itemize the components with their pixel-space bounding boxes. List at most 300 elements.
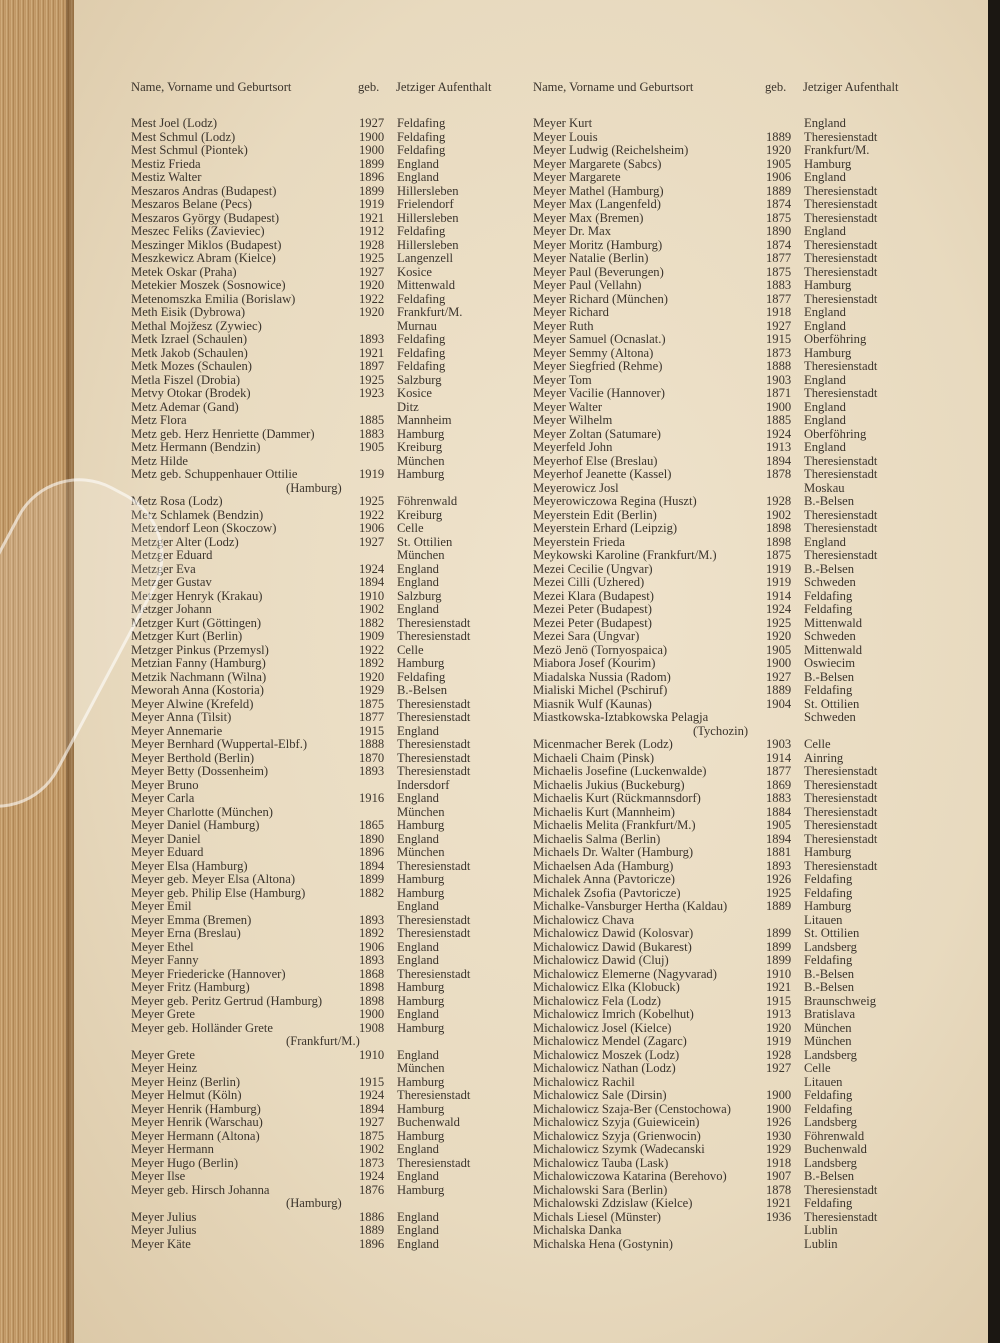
entry-birth-year: 1908 xyxy=(359,1020,385,1035)
entry-birth-year: 1910 xyxy=(359,1047,385,1062)
list-entry xyxy=(131,1022,501,1036)
entry-birth-year: 1910 xyxy=(359,588,385,603)
entry-birth-year: 1889 xyxy=(766,183,792,198)
entry-residence: Langenzell xyxy=(397,251,453,265)
entry-name: Meyer geb. Hirsch Johanna xyxy=(131,1182,270,1197)
entry-name: Meyer Ludwig (Reichelsheim) xyxy=(533,143,689,157)
entry-name: Mest Schmul (Piontek) xyxy=(131,143,248,157)
entry-name: Meyer Walter xyxy=(533,399,603,414)
entry-name: Meyer Louis xyxy=(533,129,598,144)
entry-name: Meyer Grete xyxy=(131,1007,195,1021)
list-entry xyxy=(131,873,501,887)
entry-residence: Theresienstadt xyxy=(804,291,878,306)
entry-name: Michalek Anna (Pavtoricze) xyxy=(533,872,675,886)
entry-birth-year: 1875 xyxy=(766,548,792,562)
entry-birth-year: 1893 xyxy=(359,332,385,346)
list-entry xyxy=(131,927,501,941)
entry-residence: Kreiburg xyxy=(397,507,443,522)
entry-name: Michalke-Vansburger Hertha (Kaldau) xyxy=(533,899,728,913)
list-entry xyxy=(131,846,501,860)
entry-name: Meyer Bernhard (Wuppertal-Elbf.) xyxy=(131,737,308,751)
entry-residence: Hamburg xyxy=(804,899,852,913)
entry-birthplace-continued: (Tychozin) xyxy=(693,723,749,738)
header-name: Name, Vorname und Geburtsort xyxy=(131,80,292,94)
entry-name: Meyer Friedericke (Hannover) xyxy=(131,966,286,981)
entry-residence: Theresienstadt xyxy=(397,858,471,873)
entry-birth-year: 1892 xyxy=(359,926,385,940)
entry-residence: Feldafing xyxy=(804,872,853,886)
list-entry xyxy=(533,644,918,658)
entry-residence: Hamburg xyxy=(397,872,445,886)
entry-birth-year: 1882 xyxy=(359,885,385,900)
entry-birth-year: 1929 xyxy=(766,1142,792,1156)
entry-name: Meworah Anna (Kostoria) xyxy=(131,683,264,697)
entry-birth-year: 1896 xyxy=(359,1236,385,1251)
entry-name: Meyer Paul (Vellahn) xyxy=(533,278,642,292)
entry-name: Michalowicz Szymk (Wadecanski xyxy=(533,1142,705,1156)
entry-residence: Föhrenwald xyxy=(397,494,458,508)
entry-residence: England xyxy=(804,534,846,549)
entry-name: Meszaros Andras (Budapest) xyxy=(131,183,277,198)
entry-birth-year: 1898 xyxy=(766,534,792,549)
list-entry xyxy=(533,738,918,752)
list-entry xyxy=(533,1062,918,1076)
entry-name: Meyer geb. Holländer Grete xyxy=(131,1020,273,1035)
list-entry xyxy=(131,198,501,212)
entry-name: Meyer Ruth xyxy=(533,318,594,333)
entry-birth-year: 1881 xyxy=(766,845,792,859)
list-entry xyxy=(533,212,918,226)
entry-name: Meyer Julius xyxy=(131,1209,197,1224)
entry-birth-year: 1892 xyxy=(359,656,385,670)
entry-residence: Theresienstadt xyxy=(804,453,878,468)
entry-birth-year: 1903 xyxy=(766,372,792,387)
entry-name: Michalowicz Rachil xyxy=(533,1074,635,1089)
entry-residence: München xyxy=(397,845,445,859)
list-entry xyxy=(533,414,918,428)
list-entry xyxy=(533,306,918,320)
entry-birth-year: 1898 xyxy=(359,980,385,994)
entry-residence: B.-Belsen xyxy=(397,683,448,697)
entry-name: Michalowicz Elka (Klobuck) xyxy=(533,980,680,994)
entry-birth-year: 1893 xyxy=(766,858,792,873)
entry-residence: Feldafing xyxy=(397,345,446,360)
entry-birth-year: 1927 xyxy=(766,1061,792,1075)
entry-birth-year: 1905 xyxy=(359,440,385,454)
entry-name: Meyer Mathel (Hamburg) xyxy=(533,183,664,198)
list-entry xyxy=(131,711,501,725)
entry-residence: Kosice xyxy=(397,264,432,279)
list-entry xyxy=(131,212,501,226)
entry-residence: Theresienstadt xyxy=(397,1155,471,1170)
list-entry xyxy=(533,617,918,631)
entry-birth-year: 1900 xyxy=(359,1007,385,1021)
entry-name: Michals Liesel (Münster) xyxy=(533,1209,662,1224)
entry-name: Meyer Henrik (Hamburg) xyxy=(131,1101,261,1116)
entry-name: Miabora Josef (Kourim) xyxy=(533,656,656,670)
entry-birth-year: 1874 xyxy=(766,197,792,211)
entry-residence: England xyxy=(397,1223,439,1237)
entry-name: Metk Izrael (Schaulen) xyxy=(131,332,248,346)
list-entry xyxy=(131,414,501,428)
list-entry xyxy=(533,293,918,307)
entry-name: Michalowicz Szaja-Ber (Censtochowa) xyxy=(533,1101,731,1116)
entry-name: Meyer Betty (Dossenheim) xyxy=(131,764,269,778)
list-entry xyxy=(533,1076,918,1090)
list-entry xyxy=(131,279,501,293)
right-column xyxy=(533,80,918,1251)
entry-residence: München xyxy=(397,548,445,562)
list-entry xyxy=(533,1103,918,1117)
entry-birth-year: 1899 xyxy=(766,939,792,954)
entry-name: Micenmacher Berek (Lodz) xyxy=(533,737,673,751)
list-entry xyxy=(533,117,918,131)
list-entry-continuation xyxy=(131,1197,501,1211)
entry-name: Meyer geb. Meyer Elsa (Altona) xyxy=(131,872,296,886)
entry-residence: Theresienstadt xyxy=(397,737,471,751)
list-entry xyxy=(131,738,501,752)
entry-residence: München xyxy=(804,1020,852,1035)
list-entry xyxy=(533,1022,918,1036)
entry-name: Meyer Richard xyxy=(533,305,609,319)
list-entry xyxy=(533,279,918,293)
entry-name: Meyer Heinz xyxy=(131,1061,198,1075)
entry-name: Michalowicz Dawid (Kolosvar) xyxy=(533,926,694,940)
entry-birth-year: 1875 xyxy=(766,264,792,279)
entry-birth-year: 1927 xyxy=(359,534,385,549)
entry-residence: Schweden xyxy=(804,575,856,589)
entry-residence: Feldafing xyxy=(804,1196,853,1210)
list-entry xyxy=(131,1076,501,1090)
entry-birth-year: 1926 xyxy=(766,872,792,886)
entry-name: Metek Oskar (Praha) xyxy=(131,264,237,279)
entry-birth-year: 1899 xyxy=(766,926,792,940)
entry-birth-year: 1900 xyxy=(359,129,385,144)
entry-birth-year: 1920 xyxy=(359,305,385,319)
entry-birth-year: 1889 xyxy=(766,899,792,913)
entry-residence: England xyxy=(804,305,846,319)
list-entry xyxy=(533,671,918,685)
entry-name: Meyer Henrik (Warschau) xyxy=(131,1115,263,1129)
entry-birth-year: 1877 xyxy=(766,764,792,778)
entry-residence: England xyxy=(397,831,439,846)
entry-birth-year: 1900 xyxy=(766,399,792,414)
entry-residence: Kosice xyxy=(397,386,432,400)
entry-residence: England xyxy=(397,602,439,616)
entry-birth-year: 1936 xyxy=(766,1209,792,1224)
entry-name: Meyer Zoltan (Satumare) xyxy=(533,426,661,441)
entry-residence: Feldafing xyxy=(804,683,853,697)
entry-birth-year: 1885 xyxy=(359,413,385,427)
header-name: Name, Vorname und Geburtsort xyxy=(533,80,694,94)
list-entry xyxy=(533,806,918,820)
entry-birth-year: 1907 xyxy=(766,1169,792,1183)
entry-name: Meszaros György (Budapest) xyxy=(131,210,280,225)
entry-name: Meyer Tom xyxy=(533,372,592,387)
entry-birth-year: 1877 xyxy=(766,291,792,306)
entry-birth-year: 1920 xyxy=(766,629,792,643)
entry-name: Metz Schlamek (Bendzin) xyxy=(131,507,264,522)
list-entry xyxy=(533,1170,918,1184)
entry-name: Meyer Natalie (Berlin) xyxy=(533,251,649,265)
entry-residence: England xyxy=(397,1007,439,1021)
list-entry xyxy=(533,563,918,577)
list-entry xyxy=(533,522,918,536)
entry-residence: Murnau xyxy=(397,318,437,333)
list-entry xyxy=(131,387,501,401)
entry-name: Meyer geb. Peritz Gertrud (Hamburg) xyxy=(131,993,323,1008)
entry-residence: Landsberg xyxy=(804,1115,857,1129)
list-entry xyxy=(131,306,501,320)
entry-name: Meyer Richard (München) xyxy=(533,291,668,306)
list-entry xyxy=(533,698,918,712)
entry-name: Michalowicz Fela (Lodz) xyxy=(533,993,661,1008)
entry-birth-year: 1924 xyxy=(766,426,792,441)
entry-residence: Hamburg xyxy=(397,1128,445,1143)
entry-birth-year: 1897 xyxy=(359,359,385,373)
entry-birth-year: 1890 xyxy=(766,224,792,238)
entry-residence: Litauen xyxy=(804,912,843,927)
entry-birth-year: 1877 xyxy=(359,710,385,724)
entry-residence: München xyxy=(397,1061,445,1075)
entry-residence: Litauen xyxy=(804,1074,843,1089)
entry-residence: Frankfurt/M. xyxy=(804,143,870,157)
entry-birth-year: 1894 xyxy=(766,453,792,468)
entry-name: Michaelis Jukius (Buckeburg) xyxy=(533,777,685,792)
entry-name: Meszaros Belane (Pecs) xyxy=(131,197,252,211)
entry-name: Meyer Elsa (Hamburg) xyxy=(131,858,248,873)
entry-name: Michalowicz Dawid (Bukarest) xyxy=(533,939,692,954)
entry-birth-year: 1930 xyxy=(766,1128,792,1143)
entry-name: Metz geb. Schuppenhauer Ottilie xyxy=(131,467,298,481)
entry-name: Mezö Jenö (Tornyospaica) xyxy=(533,642,668,657)
entry-residence: Theresienstadt xyxy=(397,615,471,630)
list-entry xyxy=(533,360,918,374)
entry-residence: Hamburg xyxy=(804,278,852,292)
entry-name: Metzger Kurt (Berlin) xyxy=(131,629,243,643)
entry-residence: Feldafing xyxy=(804,885,853,900)
entry-birth-year: 1882 xyxy=(359,615,385,630)
entry-birth-year: 1899 xyxy=(359,872,385,886)
list-entry xyxy=(533,198,918,212)
entry-name: Meyer Emma (Bremen) xyxy=(131,912,252,927)
entry-residence: Feldafing xyxy=(804,953,853,967)
entry-residence: Theresienstadt xyxy=(397,912,471,927)
list-entry xyxy=(533,1116,918,1130)
list-entry xyxy=(131,630,501,644)
list-entry xyxy=(131,171,501,185)
entry-birth-year: 1876 xyxy=(359,1182,385,1197)
entry-residence: England xyxy=(397,1209,439,1224)
entry-birth-year: 1919 xyxy=(359,467,385,481)
list-entry xyxy=(131,536,501,550)
entry-residence: England xyxy=(397,1169,439,1183)
entry-residence: Feldafing xyxy=(804,588,853,603)
entry-birth-year: 1914 xyxy=(766,588,792,603)
entry-residence: Theresienstadt xyxy=(804,467,878,481)
list-entry xyxy=(131,725,501,739)
entry-birth-year: 1893 xyxy=(359,912,385,927)
entry-name: Michalowicz Chava xyxy=(533,912,635,927)
entry-residence: B.-Belsen xyxy=(804,561,855,576)
list-entry xyxy=(131,1143,501,1157)
entry-birth-year: 1869 xyxy=(766,777,792,792)
entry-name: Meszec Feliks (Zavieviec) xyxy=(131,224,265,238)
entry-list xyxy=(131,117,501,1251)
column-header xyxy=(131,80,501,117)
entry-birth-year: 1904 xyxy=(766,696,792,711)
entry-birth-year: 1922 xyxy=(359,507,385,522)
list-entry xyxy=(131,320,501,334)
entry-residence: B.-Belsen xyxy=(804,669,855,684)
entry-name: Mezei Cecilie (Ungvar) xyxy=(533,561,653,576)
list-entry xyxy=(533,252,918,266)
list-entry xyxy=(533,954,918,968)
entry-name: Michalowicz Mendel (Zagarc) xyxy=(533,1034,687,1048)
entry-birth-year: 1920 xyxy=(766,1020,792,1035)
list-entry xyxy=(533,225,918,239)
entry-birth-year: 1925 xyxy=(359,251,385,265)
entry-residence: England xyxy=(397,939,439,954)
entry-birth-year: 1894 xyxy=(766,831,792,846)
list-entry xyxy=(131,779,501,793)
entry-residence: Theresienstadt xyxy=(397,1088,471,1102)
entry-residence: Theresienstadt xyxy=(804,804,878,819)
entry-residence: Landsberg xyxy=(804,939,857,954)
entry-birth-year: 1902 xyxy=(359,1142,385,1156)
list-entry xyxy=(131,752,501,766)
list-entry xyxy=(131,603,501,617)
entry-name: Metvy Otokar (Brodek) xyxy=(131,386,251,400)
entry-birth-year: 1927 xyxy=(766,318,792,333)
entry-name: Michalowicz Elemerne (Nagyvarad) xyxy=(533,966,717,981)
entry-residence: Mittenwald xyxy=(804,615,863,630)
entry-residence: Hamburg xyxy=(397,1020,445,1035)
entry-name: Meyer Max (Bremen) xyxy=(533,210,644,225)
entry-birth-year: 1899 xyxy=(359,156,385,171)
entry-name: Mezei Peter (Budapest) xyxy=(533,602,652,616)
list-entry xyxy=(131,293,501,307)
entry-residence: B.-Belsen xyxy=(804,494,855,508)
entry-name: Metz Flora xyxy=(131,413,187,427)
list-entry xyxy=(131,252,501,266)
list-entry xyxy=(131,239,501,253)
entry-name: Michaeli Chaim (Pinsk) xyxy=(533,750,655,765)
entry-name: Mezei Cilli (Uzhered) xyxy=(533,575,645,589)
list-entry xyxy=(533,752,918,766)
list-entry xyxy=(533,428,918,442)
entry-birth-year: 1921 xyxy=(359,345,385,360)
entry-residence: B.-Belsen xyxy=(804,1169,855,1183)
list-entry xyxy=(533,711,918,725)
entry-residence: Braunschweig xyxy=(804,993,877,1008)
entry-name: Meyer Helmut (Köln) xyxy=(131,1088,242,1102)
entry-residence: Hamburg xyxy=(397,467,445,481)
entry-residence: Feldafing xyxy=(397,332,446,346)
entry-name: Meyer Alwine (Krefeld) xyxy=(131,696,254,711)
list-entry xyxy=(533,765,918,779)
entry-name: Meszkewicz Abram (Kielce) xyxy=(131,251,276,265)
entry-residence: Theresienstadt xyxy=(804,264,878,279)
entry-residence: Celle xyxy=(804,1061,831,1075)
entry-residence: Hamburg xyxy=(397,426,445,441)
entry-name: Meyerstein Frieda xyxy=(533,534,625,549)
entry-birth-year: 1868 xyxy=(359,966,385,981)
entry-name: Michaelis Josefine (Luckenwalde) xyxy=(533,764,707,778)
list-entry xyxy=(131,1103,501,1117)
entry-birth-year: 1886 xyxy=(359,1209,385,1224)
entry-birth-year: 1914 xyxy=(766,750,792,765)
entry-residence: Theresienstadt xyxy=(804,791,878,805)
entry-residence: Feldafing xyxy=(397,224,446,238)
list-entry xyxy=(131,671,501,685)
list-entry xyxy=(131,1062,501,1076)
entry-name: Metzger Henryk (Krakau) xyxy=(131,588,263,603)
list-entry xyxy=(131,1049,501,1063)
entry-birth-year: 1920 xyxy=(359,278,385,292)
entry-residence: St. Ottilien xyxy=(804,926,860,940)
entry-birth-year: 1906 xyxy=(359,521,385,535)
entry-birth-year: 1915 xyxy=(359,723,385,738)
entry-birth-year: 1875 xyxy=(766,210,792,225)
entry-residence: Celle xyxy=(397,642,424,657)
entry-residence: Hamburg xyxy=(397,656,445,670)
entry-residence: England xyxy=(397,156,439,171)
entry-birth-year: 1883 xyxy=(766,278,792,292)
entry-name: Michaelsen Ada (Hamburg) xyxy=(533,858,674,873)
entry-name: Meyer Dr. Max xyxy=(533,224,611,238)
entry-birth-year: 1920 xyxy=(766,143,792,157)
list-entry xyxy=(533,1130,918,1144)
entry-birth-year: 1899 xyxy=(359,183,385,198)
entry-name: Metzger Gustav xyxy=(131,575,212,589)
entry-residence: Kreiburg xyxy=(397,440,443,454)
entry-name: Mezei Peter (Budapest) xyxy=(533,615,652,630)
entry-birthplace-continued: (Hamburg) xyxy=(286,480,342,495)
entry-residence: Hamburg xyxy=(804,156,852,171)
entry-name: Meyer Fritz (Hamburg) xyxy=(131,980,250,994)
entry-birth-year: 1894 xyxy=(359,858,385,873)
list-entry xyxy=(533,590,918,604)
list-entry xyxy=(131,900,501,914)
entry-residence: Buchenwald xyxy=(804,1142,867,1156)
entry-birth-year: 1877 xyxy=(766,251,792,265)
entry-residence: Theresienstadt xyxy=(804,858,878,873)
list-entry xyxy=(533,1008,918,1022)
entry-birth-year: 1900 xyxy=(766,1101,792,1116)
entry-birth-year: 1894 xyxy=(359,1101,385,1116)
list-entry xyxy=(533,833,918,847)
entry-name: Michalowicz Imrich (Kobelhut) xyxy=(533,1007,694,1021)
entry-name: Metz geb. Herz Henriette (Dammer) xyxy=(131,426,315,441)
list-entry xyxy=(533,927,918,941)
entry-name: Michalowski Zdzislaw (Kielce) xyxy=(533,1196,693,1210)
list-entry xyxy=(131,1184,501,1198)
entry-name: Meszinger Miklos (Budapest) xyxy=(131,237,282,252)
list-entry xyxy=(131,1224,501,1238)
entry-name: Meyer Wilhelm xyxy=(533,413,613,427)
entry-residence: England xyxy=(397,1142,439,1156)
entry-name: Mezei Sara (Ungvar) xyxy=(533,629,640,643)
entry-residence: England xyxy=(804,413,846,427)
entry-birth-year: 1924 xyxy=(766,602,792,616)
entry-residence: England xyxy=(397,723,439,738)
entry-birth-year: 1927 xyxy=(766,669,792,684)
entry-birth-year: 1915 xyxy=(766,993,792,1008)
entry-residence: Theresienstadt xyxy=(804,777,878,792)
entry-name: Mest Joel (Lodz) xyxy=(131,116,218,130)
entry-name: Metz Hilde xyxy=(131,453,189,468)
